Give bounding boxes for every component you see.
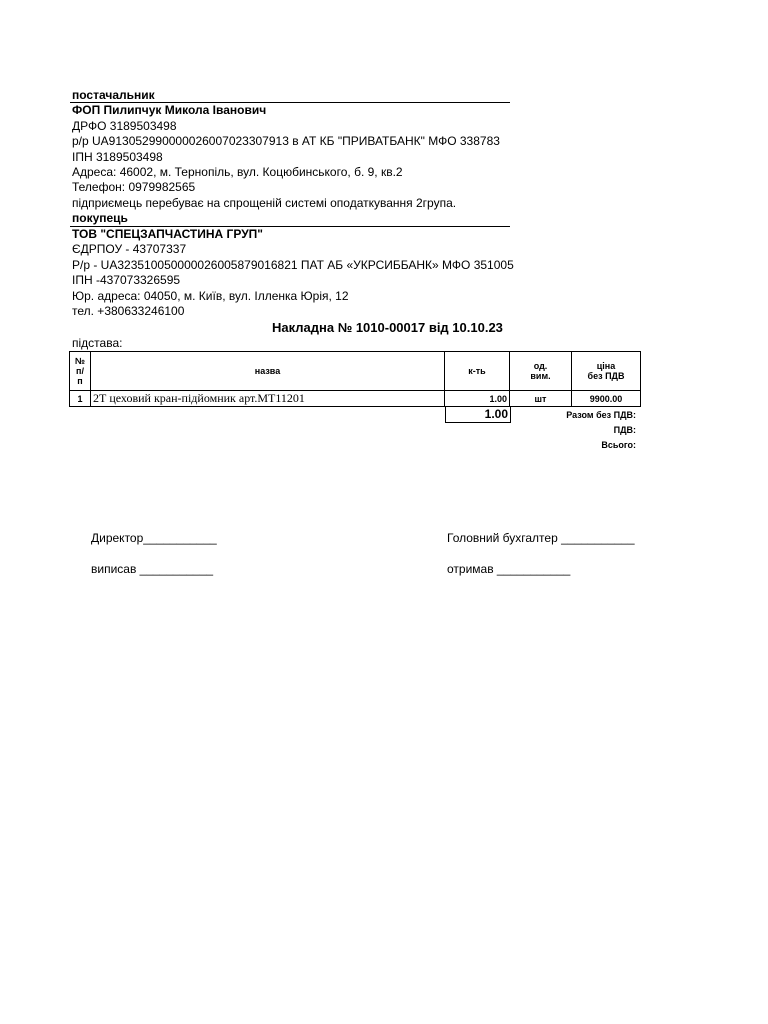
supplier-drfo: ДРФО 3189503498 [72,119,177,133]
supplier-phone: Телефон: 0979982565 [72,180,196,194]
received-signature: отримав ___________ [447,562,571,576]
supplier-tax-note: підприємець перебуває на спрощеній системі оподаткування 2група. [72,196,457,210]
row-qty: 1.00 [445,391,510,407]
buyer-phone: тел. +380633246100 [72,304,185,318]
supplier-heading: постачальник [72,88,155,102]
header-num [70,352,91,391]
vat-label: ПДВ: [613,425,636,435]
supplier-ipn: ІПН 3189503498 [72,150,163,164]
buyer-ipn: ІПН -437073326595 [72,273,181,287]
table-header-row [70,352,641,391]
header-price-line-1: ціна [596,361,616,371]
row-unit: шт [510,391,572,407]
buyer-heading: покупець [72,211,128,225]
header-unit-line-1: од. [533,361,548,371]
accountant-signature: Головний бухгалтер ___________ [447,531,635,545]
header-num-line-1: № [74,356,86,366]
header-qty: к-ть [445,352,510,391]
supplier-name: ФОП Пилипчук Микола Іванович [72,103,267,117]
table-row [70,391,641,407]
invoice-title: Накладна № 1010-00017 від 10.10.23 [272,320,503,335]
buyer-address: Юр. адреса: 04050, м. Київ, вул. Ілленка Юрія, 12 [72,289,349,303]
issued-signature: виписав ___________ [91,562,214,576]
header-num-line-2: п/ [76,366,84,376]
director-signature: Директор___________ [91,531,217,545]
header-price [572,352,641,391]
buyer-account: Р/р - UA323510050000026005879016821 ПАТ АБ «УКРСИББАНК» МФО 351005 [72,258,514,272]
header-unit-line-2: вим. [530,371,551,381]
without-vat-label: Разом без ПДВ: [566,410,636,420]
buyer-name: ТОВ "СПЕЦЗАПЧАСТИНА ГРУП" [72,227,263,241]
buyer-edrpou: ЄДРПОУ - 43707337 [72,242,187,256]
row-num: 1 [70,391,91,407]
supplier-account: р/р UA913052990000026007023307913 в АТ КБ "ПРИВАТБАНК" МФО 338783 [72,134,500,148]
items-table [69,351,641,407]
header-unit [510,352,572,391]
basis-label: підстава: [72,336,123,350]
total-label: Всього: [601,440,636,450]
row-name: 2Т цеховий кран-підйомник арт.MT11201 [91,391,445,407]
qty-total: 1.00 [445,406,511,423]
row-price: 9900.00 [572,391,641,407]
header-price-line-2: без ПДВ [587,371,625,381]
header-name: назва [91,352,445,391]
supplier-address: Адреса: 46002, м. Тернопіль, вул. Коцюбинського, б. 9, кв.2 [72,165,403,179]
header-num-line-3: п [77,376,83,386]
